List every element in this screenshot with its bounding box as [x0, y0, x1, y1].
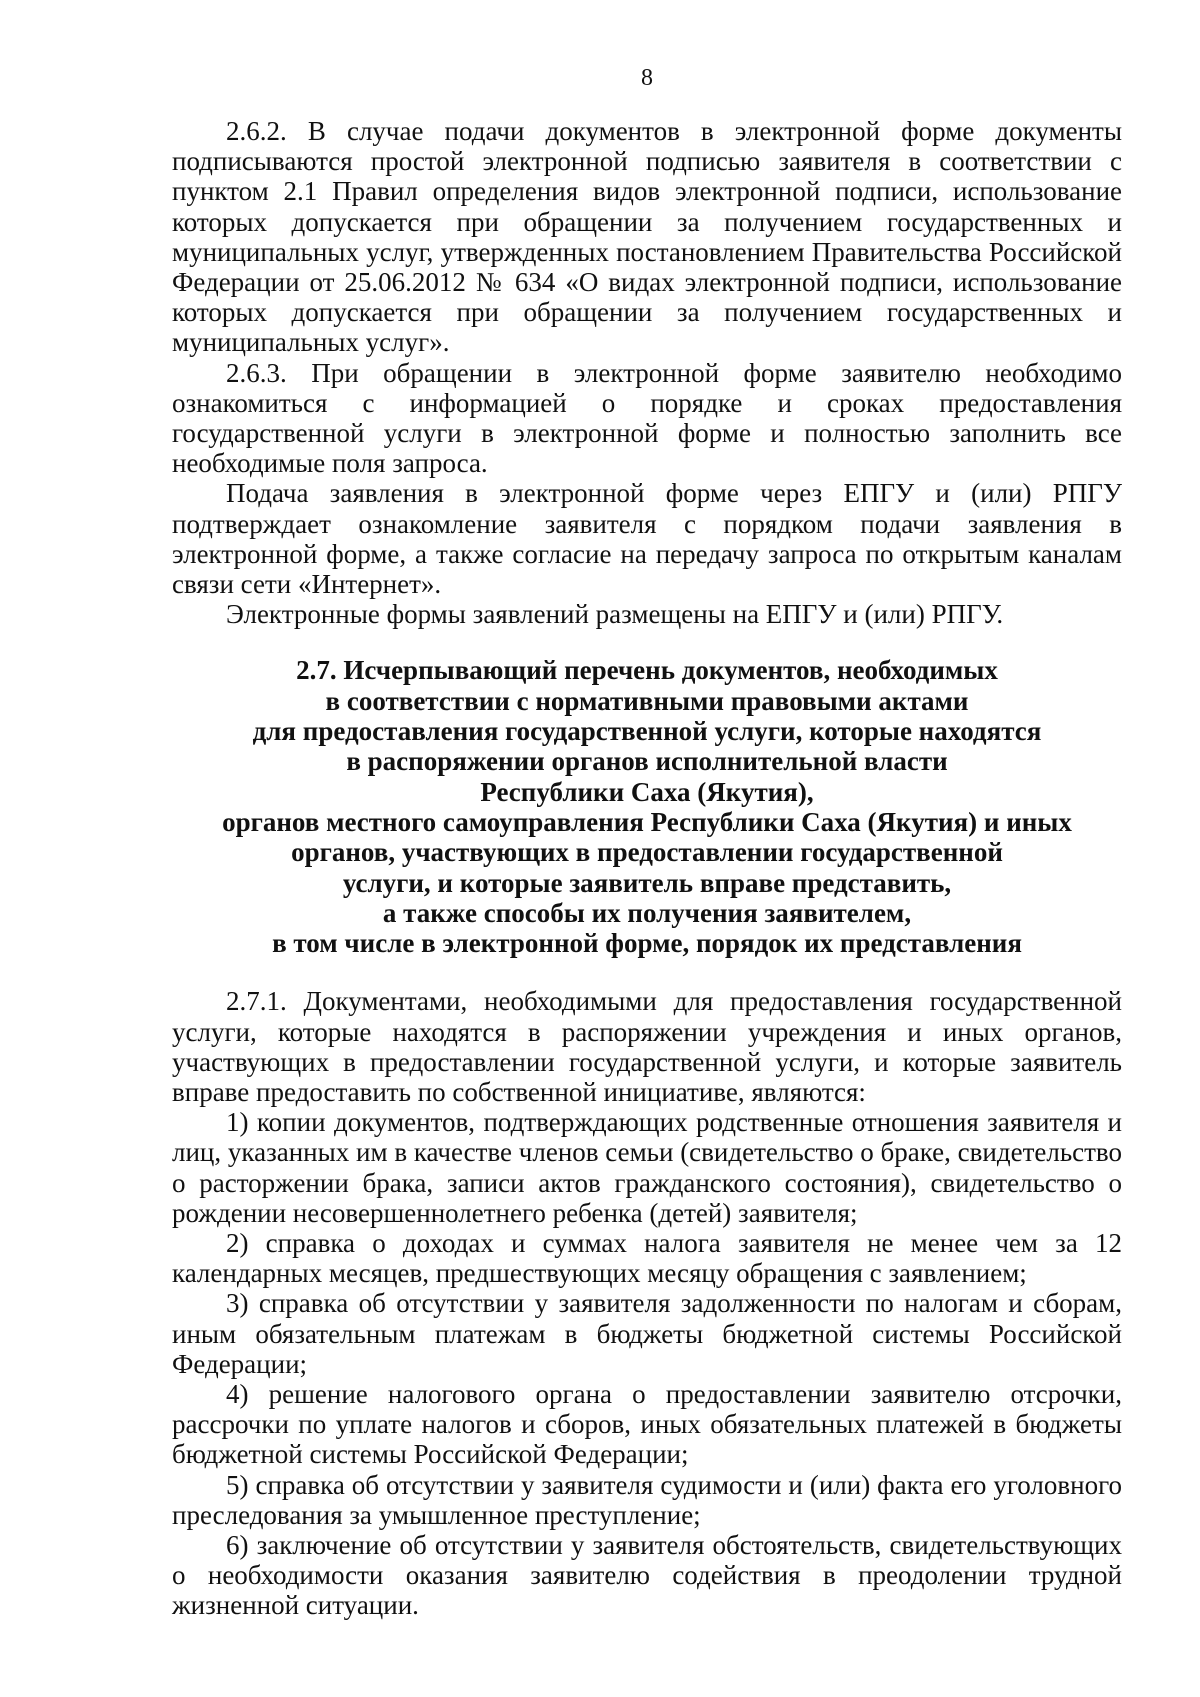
spacer [172, 958, 1122, 986]
paragraph-electronic-forms: Электронные формы заявлений размещены на ЕПГУ и (или) РПГУ. [226, 599, 1004, 630]
section-title-line: а также способы их получения заявителем, [382, 897, 912, 928]
list-item-1: 1) копии документов, подтверждающих родственные отношения заявителя и лиц, указанных им в качестве членов семьи (свидетельство о браке, свидетельство о расторжении брака, записи актов гражданского состояния), свидетельство о рождении несовершеннолетнего ребенка (детей) заявителя; [172, 1107, 1122, 1228]
section-title-line: для предоставления государственной услуги, которые находятся [252, 716, 1042, 747]
section-title-line: в распоряжении органов исполнительной власти [346, 746, 948, 777]
section-title-2-7 [172, 655, 1122, 958]
list-item-6: 6) заключение об отсутствии у заявителя обстоятельств, свидетельствующих о необходимости оказания заявителю содействия в преодолении трудной жизненной ситуации. [172, 1530, 1122, 1621]
list-item-5: 5) справка об отсутствии у заявителя судимости и (или) факта его уголовного преследования за умышленное преступление; [172, 1469, 1122, 1530]
paragraph-2-7-1: 2.7.1. Документами, необходимыми для предоставления государственной услуги, которые находятся в распоряжении учреждения и иных органов, участвующих в предоставлении государственной услуги, и которые заявитель вправе предоставить по собственной инициативе, являются: [172, 986, 1122, 1108]
section-title-line: 2.7. Исчерпывающий перечень документов, необходимых [296, 655, 998, 686]
section-title-line: услуги, и которые заявитель вправе представить, [342, 867, 952, 898]
section-title-line: органов местного самоуправления Республики Саха (Якутия) и иных [222, 806, 1072, 837]
section-title-line: в том числе в электронной форме, порядок их представления [272, 928, 1022, 959]
paragraph-2-6-2: 2.6.2. В случае подачи документов в электронной форме документы подписываются простой электронной подписью заявителя в соответствии с пунктом 2.1 Правил определения видов электронной подписи, использование которых допускается при обращении за получением государственных и муниципальных услуг, утвержденных постановлением Правительства Российской Федерации от 25.06.2012 № 634 «О видах электронной подписи, использование которых допускается при обращении за получением государственных и муниципальных услуг». [172, 116, 1122, 358]
paragraph-2-6-3: 2.6.3. При обращении в электронной форме заявителю необходимо ознакомиться с информацией о порядке и сроках предоставления государственной услуги в электронной форме и полностью заполнить все необходимые поля запроса. [172, 357, 1122, 479]
list-item-4: 4) решение налогового органа о предоставлении заявителю отсрочки, рассрочки по уплате налогов и сборов, иных обязательных платежей в бюджеты бюджетной системы Российской Федерации; [172, 1379, 1122, 1470]
section-title-line: органов, участвующих в предоставлении государственной [291, 837, 1003, 868]
document-page [172, 64, 1122, 1621]
section-title-line: Республики Саха (Якутия), [480, 776, 814, 807]
list-item-2: 2) справка о доходах и суммах налога заявителя не менее чем за 12 календарных месяцев, предшествующих месяцу обращения с заявлением; [172, 1228, 1122, 1289]
paragraph-submission: Подача заявления в электронной форме через ЕПГУ и (или) РПГУ подтверждает ознакомление заявителя с порядком подачи заявления в электронной форме, а также согласие на передачу запроса по открытым каналам связи сети «Интернет». [172, 478, 1122, 600]
list-item-3: 3) справка об отсутствии у заявителя задолженности по налогам и сборам, иным обязательным платежам в бюджеты бюджетной системы Российской Федерации; [172, 1288, 1122, 1379]
section-title-line: в соответствии с нормативными правовыми актами [325, 685, 969, 716]
page-number: 8 [641, 65, 653, 91]
